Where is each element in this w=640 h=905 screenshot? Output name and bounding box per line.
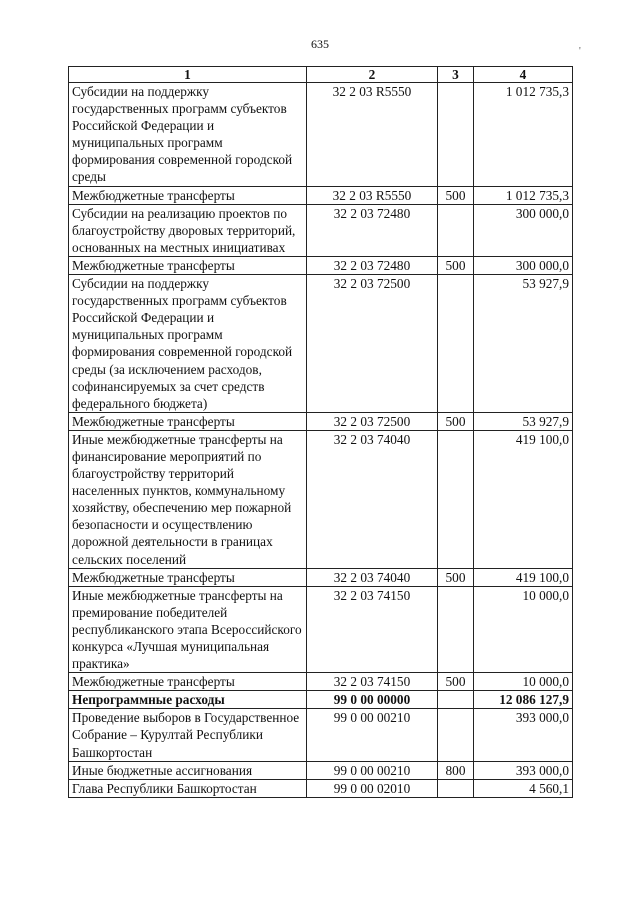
- cell-name: Субсидии на поддержку государственных программ субъектов Российской Федерации и муниципальных программ формирования современной городской среды: [69, 83, 307, 187]
- cell-code: 32 2 03 72480: [307, 256, 438, 274]
- table-row: [69, 568, 573, 586]
- cell-code: 99 0 00 00000: [307, 691, 438, 709]
- table-row: [69, 761, 573, 779]
- header-col-3: 3: [438, 67, 474, 83]
- cell-name: Межбюджетные трансферты: [69, 412, 307, 430]
- cell-name: Субсидии на реализацию проектов по благоустройству дворовых территорий, основанных на местных инициативах: [69, 204, 307, 256]
- header-col-1: 1: [69, 67, 307, 83]
- cell-name: Субсидии на поддержку государственных программ субъектов Российской Федерации и муниципальных программ формирования современной городской среды (за исключением расходов, софинансируемых за счет средств федерального бюджета): [69, 275, 307, 413]
- table-row: [69, 256, 573, 274]
- cell-type: 800: [438, 761, 474, 779]
- cell-name: Иные бюджетные ассигнования: [69, 761, 307, 779]
- cell-name: Иные межбюджетные трансферты на финансирование мероприятий по благоустройству территорий населенных пунктов, коммунальному хозяйству, обеспечению мер пожарной безопасности и осуществлению дорожной деятельности в границах сельских поселений: [69, 430, 307, 568]
- cell-name: Межбюджетные трансферты: [69, 186, 307, 204]
- table-row: [69, 779, 573, 797]
- cell-name: Проведение выборов в Государственное Собрание – Курултай Республики Башкортостан: [69, 709, 307, 761]
- table-row: [69, 586, 573, 672]
- cell-type: [438, 691, 474, 709]
- cell-type: [438, 709, 474, 761]
- cell-type: 500: [438, 256, 474, 274]
- cell-type: [438, 586, 474, 672]
- cell-sum: 393 000,0: [474, 709, 573, 761]
- cell-sum: 10 000,0: [474, 586, 573, 672]
- cell-code: 32 2 03 74150: [307, 586, 438, 672]
- header-col-2: 2: [307, 67, 438, 83]
- cell-type: [438, 275, 474, 413]
- table-row: [69, 83, 573, 187]
- cell-name: Непрограммные расходы: [69, 691, 307, 709]
- cell-type: [438, 779, 474, 797]
- cell-code: 32 2 03 74040: [307, 430, 438, 568]
- cell-sum: 419 100,0: [474, 568, 573, 586]
- table-row: [69, 691, 573, 709]
- cell-code: 32 2 03 74150: [307, 673, 438, 691]
- table-row: [69, 275, 573, 413]
- table-row: [69, 186, 573, 204]
- cell-name: Иные межбюджетные трансферты на премирование победителей республиканского этапа Всероссийского конкурса «Лучшая муниципальная практика»: [69, 586, 307, 672]
- page-number: 635: [311, 37, 329, 51]
- cell-code: 32 2 03 74040: [307, 568, 438, 586]
- cell-sum: 12 086 127,9: [474, 691, 573, 709]
- cell-sum: 300 000,0: [474, 256, 573, 274]
- cell-name: Межбюджетные трансферты: [69, 568, 307, 586]
- cell-type: 500: [438, 673, 474, 691]
- cell-type: 500: [438, 568, 474, 586]
- cell-sum: 53 927,9: [474, 412, 573, 430]
- cell-sum: 1 012 735,3: [474, 186, 573, 204]
- cell-type: [438, 204, 474, 256]
- cell-code: 32 2 03 R5550: [307, 186, 438, 204]
- cell-code: 99 0 00 02010: [307, 779, 438, 797]
- cell-code: 99 0 00 00210: [307, 761, 438, 779]
- header-col-4: 4: [474, 67, 573, 83]
- cell-name: Межбюджетные трансферты: [69, 256, 307, 274]
- budget-table: [68, 66, 573, 798]
- edge-mark: ': [579, 46, 581, 57]
- cell-code: 32 2 03 R5550: [307, 83, 438, 187]
- cell-name: Глава Республики Башкортостан: [69, 779, 307, 797]
- cell-code: 32 2 03 72500: [307, 275, 438, 413]
- cell-code: 32 2 03 72480: [307, 204, 438, 256]
- cell-sum: 4 560,1: [474, 779, 573, 797]
- cell-sum: 419 100,0: [474, 430, 573, 568]
- table-row: [69, 709, 573, 761]
- cell-type: [438, 430, 474, 568]
- cell-sum: 53 927,9: [474, 275, 573, 413]
- table-row: [69, 204, 573, 256]
- cell-code: 32 2 03 72500: [307, 412, 438, 430]
- cell-sum: 1 012 735,3: [474, 83, 573, 187]
- table-row: [69, 412, 573, 430]
- cell-name: Межбюджетные трансферты: [69, 673, 307, 691]
- header-row: [69, 67, 573, 83]
- table-row: [69, 673, 573, 691]
- cell-type: [438, 83, 474, 187]
- table-row: [69, 430, 573, 568]
- cell-type: 500: [438, 186, 474, 204]
- cell-code: 99 0 00 00210: [307, 709, 438, 761]
- cell-sum: 393 000,0: [474, 761, 573, 779]
- cell-type: 500: [438, 412, 474, 430]
- cell-sum: 10 000,0: [474, 673, 573, 691]
- cell-sum: 300 000,0: [474, 204, 573, 256]
